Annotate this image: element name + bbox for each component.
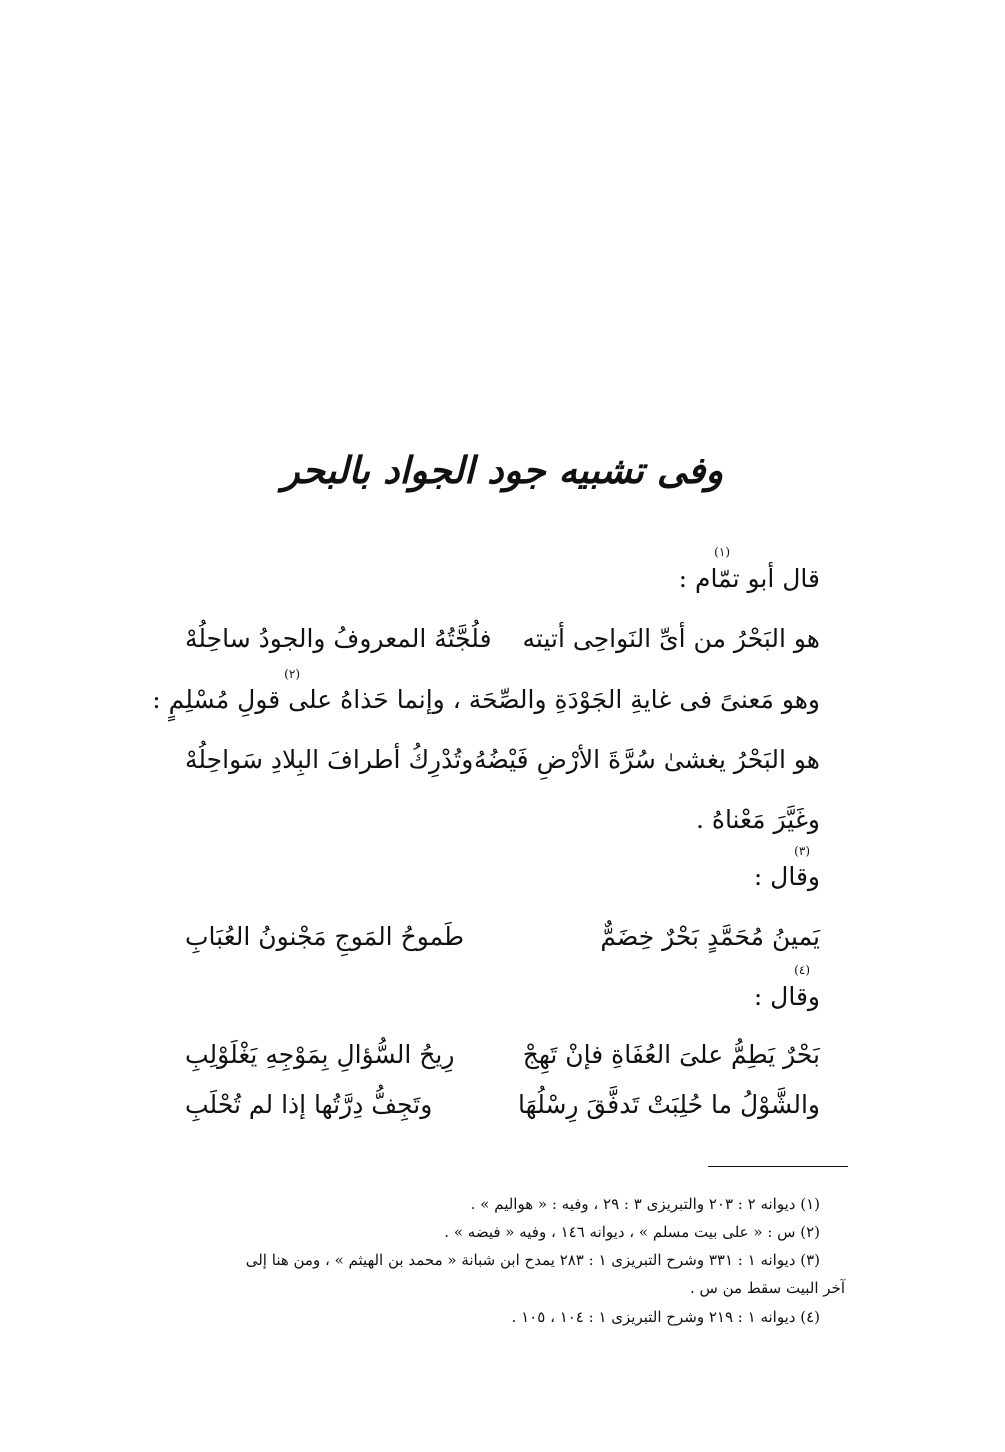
verse-2-second-hemistich: وتُدْرِكُ أطرافَ البِلادِ سَواحِلُهْ <box>185 745 474 774</box>
footnote-separator <box>708 1166 848 1167</box>
footnote-ref-1: (١) <box>714 545 730 559</box>
verse-3-first-hemistich: يَمينُ مُحَمَّدٍ بَحْرٌ خِضَمٌّ <box>600 922 820 951</box>
comment-line-2: وغَيَّرَ مَعْناهُ . <box>695 805 820 834</box>
verse-3 <box>185 920 820 956</box>
verse-2 <box>185 743 820 779</box>
footnote-2: (٢) س : « على بيت مسلم » ، ديوانه ١٤٦ ، وفيه « فيضه » . <box>444 1223 820 1241</box>
verse-1 <box>185 622 820 658</box>
footnote-ref-4: (٤) <box>794 963 810 977</box>
footnote-3-continuation: آخر البيت سقط من س . <box>689 1279 845 1297</box>
verse-4-first-hemistich: بَحْرٌ يَطِمُّ علىَ العُفَاةِ فإنْ تَهِجْ <box>522 1040 820 1069</box>
intro-line: قال أبو تمّام : <box>678 564 820 593</box>
verse-4-second-hemistich: رِيحُ السُّؤالِ بِمَوْجِهِ يَغْلَوْلِبِ <box>185 1040 455 1069</box>
qala-line-2: وقال : <box>753 982 820 1011</box>
qala-line-1: وقال : <box>753 862 820 891</box>
footnote-ref-2: (٢) <box>284 667 300 681</box>
comment-line-1: وهو مَعنىً فى غايةِ الجَوْدَةِ والصِّحَة ، وإنما حَذاهُ على قولِ مُسْلِمٍ : <box>152 685 820 714</box>
footnote-4: (٤) ديوانه ١ : ٢١٩ وشرح التبريزى ١ : ١٠٤ ، ١٠٥ . <box>511 1308 820 1326</box>
footnote-ref-3: (٣) <box>794 844 810 858</box>
verse-5-first-hemistich: والشَّوْلُ ما حُلِبَتْ تَدفَّقَ رِسْلُهَا <box>518 1090 820 1119</box>
verse-1-first-hemistich: هو البَحْرُ من أىِّ النَواحِى أتيته <box>522 624 820 653</box>
footnote-3: (٣) ديوانه ١ : ٣٣١ وشرح التبريزى ١ : ٢٨٣ يمدح ابن شبانة « محمد بن الهيثم » ، ومن هنا إلى <box>245 1251 820 1269</box>
verse-5 <box>185 1088 820 1124</box>
section-heading: وفى تشبيه جود الجواد بالبحر <box>281 448 724 492</box>
verse-1-second-hemistich: فلُجَّتُهُ المعروفُ والجودُ ساحِلُهْ <box>185 624 492 653</box>
verse-2-first-hemistich: هو البَحْرُ يغشىٰ سُرَّةَ الأرْضِ فَيْضُهُ <box>474 745 820 774</box>
verse-4 <box>185 1038 820 1074</box>
footnote-1: (١) ديوانه ٢ : ٢٠٣ والتبريزى ٣ : ٢٩ ، وفيه : « هواليم » . <box>470 1195 820 1213</box>
verse-3-second-hemistich: طَموحُ المَوجِ مَجْنونُ العُبَابِ <box>185 922 464 951</box>
verse-5-second-hemistich: وتَجِفُّ دِرَّتُها إذا لم تُحْلَبِ <box>185 1090 433 1119</box>
